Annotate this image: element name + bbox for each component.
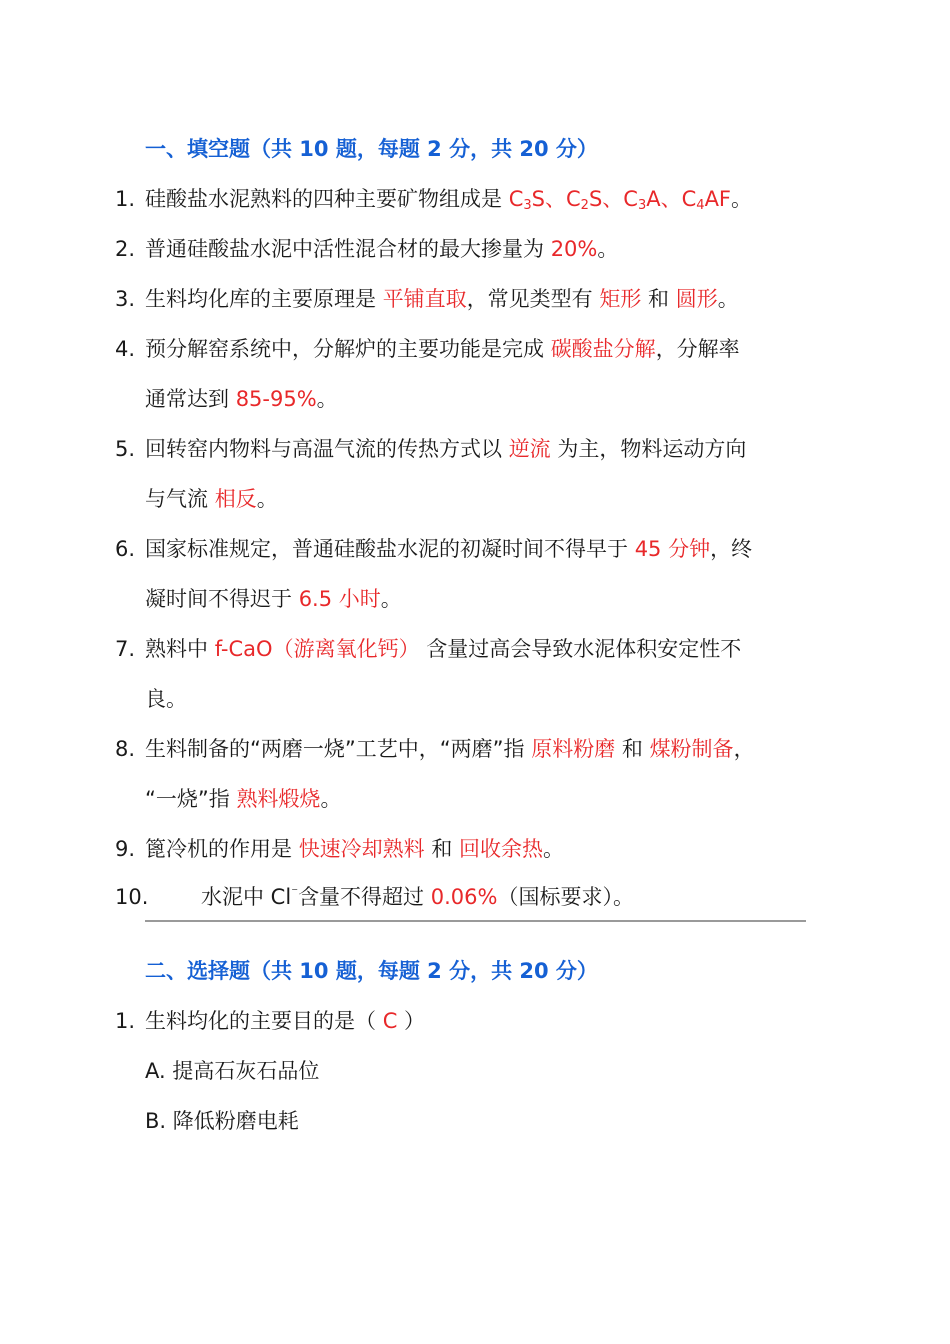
answer: 相反 xyxy=(214,487,257,511)
fill-item-6: 6. 国家标准规定，普通硅酸盐水泥的初凝时间不得早于 45 分钟，终 xyxy=(115,537,753,561)
fill-item-9: 9. 篦冷机的作用是 快速冷却熟料 和 回收余热。 xyxy=(115,837,565,861)
answer: $C_3S$、$C_2S$、$C_3A$、$C_4AF$ xyxy=(508,187,732,213)
fill-item-1: 1. 硅酸盐水泥熟料的四种主要矿物组成是 $C_3S$、$C_2S$、$C_3A$、$C_4AF$。 xyxy=(115,187,753,213)
answer: 6.5 小时 xyxy=(298,587,381,611)
fill-item-2: 2. 普通硅酸盐水泥中活性混合材的最大掺量为 20%。 xyxy=(115,237,619,261)
fill-item-8-cont: “一烧”指 熟料煅烧。 xyxy=(145,787,342,811)
answer: f-CaO（游离氧化钙） xyxy=(214,637,420,661)
answer: 圆形 xyxy=(675,287,718,311)
fill-item-6-cont: 凝时间不得迟于 6.5 小时。 xyxy=(145,587,402,611)
option-a: A. 提高石灰石品位 xyxy=(145,1059,320,1083)
answer: 回收余热 xyxy=(459,837,544,861)
answer: 煤粉制备 xyxy=(649,737,734,761)
answer: 0.06% xyxy=(430,885,498,909)
fill-item-4: 4. 预分解窑系统中，分解炉的主要功能是完成 碳酸盐分解，分解率 xyxy=(115,337,740,361)
fill-item-3: 3. 生料均化库的主要原理是 平铺直取，常见类型有 矩形 和 圆形。 xyxy=(115,287,739,311)
section-divider xyxy=(145,920,806,922)
answer: C xyxy=(382,1009,398,1033)
fill-item-5-cont: 与气流 相反。 xyxy=(145,487,278,511)
choice-item-1: 1. 生料均化的主要目的是（ C ） xyxy=(115,1009,426,1033)
answer: 快速冷却熟料 xyxy=(298,837,425,861)
option-b: B. 降低粉磨电耗 xyxy=(145,1109,299,1133)
answer: 20% xyxy=(550,237,598,261)
answer: 平铺直取 xyxy=(382,287,467,311)
fill-item-7-cont: 良。 xyxy=(145,687,187,711)
fill-item-4-cont: 通常达到 85-95%。 xyxy=(145,387,338,411)
answer: 矩形 xyxy=(599,287,642,311)
fill-item-7: 7. 熟料中 f-CaO（游离氧化钙） 含量过高会导致水泥体积安定性不 xyxy=(115,637,742,661)
answer: 45 分钟 xyxy=(634,537,711,561)
answer: 逆流 xyxy=(508,437,551,461)
answer: 熟料煅烧 xyxy=(236,787,321,811)
section1-heading: 一、填空题（共 10 题，每题 2 分，共 20 分） xyxy=(145,137,598,161)
answer: 85-95% xyxy=(235,387,317,411)
fill-item-5: 5. 回转窑内物料与高温气流的传热方式以 逆流 为主，物料运动方向 xyxy=(115,437,747,461)
fill-item-10: 10. 水泥中 Cl⁻含量不得超过 0.06%（国标要求）。 xyxy=(115,885,634,909)
answer: 原料粉磨 xyxy=(531,737,616,761)
answer: 碳酸盐分解 xyxy=(550,337,656,361)
fill-item-8: 8. 生料制备的“两磨一烧”工艺中，“两磨”指 原料粉磨 和 煤粉制备， xyxy=(115,737,755,761)
section2-heading: 二、选择题（共 10 题，每题 2 分，共 20 分） xyxy=(145,959,598,983)
